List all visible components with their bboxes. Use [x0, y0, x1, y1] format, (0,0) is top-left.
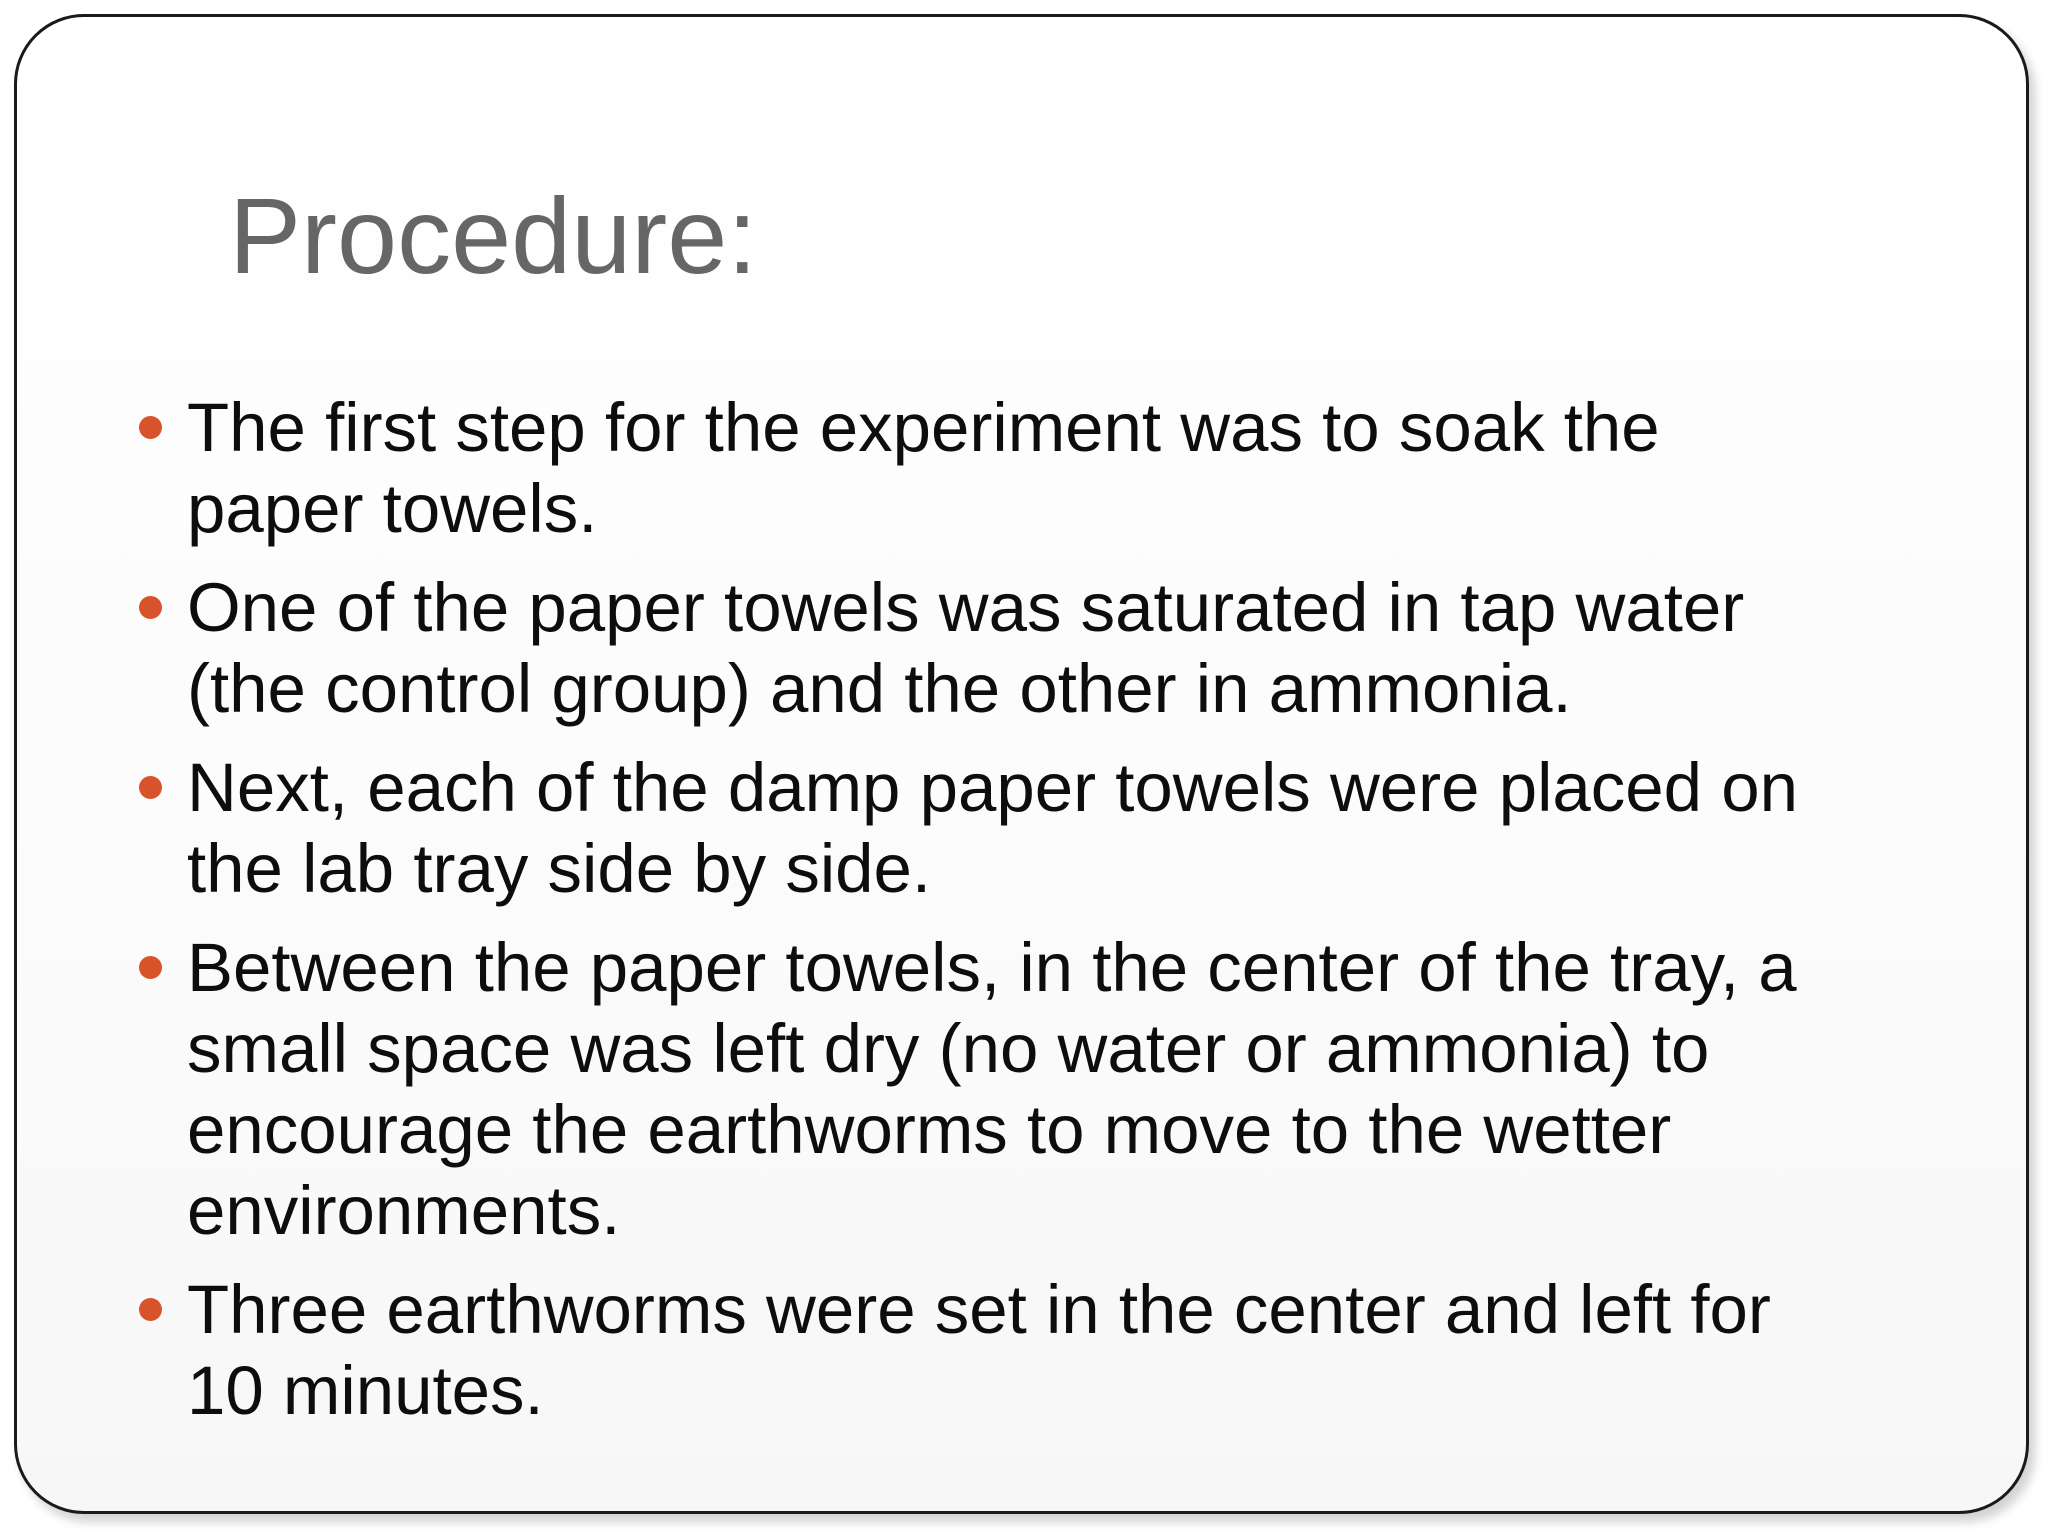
- bullet-dot-icon: [139, 776, 162, 799]
- slide-frame: [14, 14, 2029, 1514]
- bullet-item: [17, 747, 1827, 909]
- bullet-text: The first step for the experiment was to soak the paper towels.: [187, 389, 1660, 547]
- bullet-item: [17, 387, 1827, 549]
- bullet-item: [17, 927, 1827, 1251]
- bullet-item: [17, 567, 1827, 729]
- bullet-dot-icon: [139, 1298, 162, 1321]
- bullet-text: Between the paper towels, in the center of the tray, a small space was left dry (no water or ammonia) to encourage the earthworms to move to the wetter environments.: [187, 929, 1797, 1249]
- bullet-dot-icon: [139, 416, 162, 439]
- bullet-dot-icon: [139, 596, 162, 619]
- bullet-text: Next, each of the damp paper towels were placed on the lab tray side by side.: [187, 749, 1798, 907]
- bullet-text: One of the paper towels was saturated in tap water (the control group) and the other in ammonia.: [187, 569, 1745, 727]
- bullet-text: Three earthworms were set in the center and left for 10 minutes.: [187, 1271, 1771, 1429]
- bullet-item: [17, 1269, 1827, 1431]
- bullet-list: [17, 387, 1977, 1449]
- slide-title: Procedure:: [229, 175, 758, 296]
- bullet-dot-icon: [139, 956, 162, 979]
